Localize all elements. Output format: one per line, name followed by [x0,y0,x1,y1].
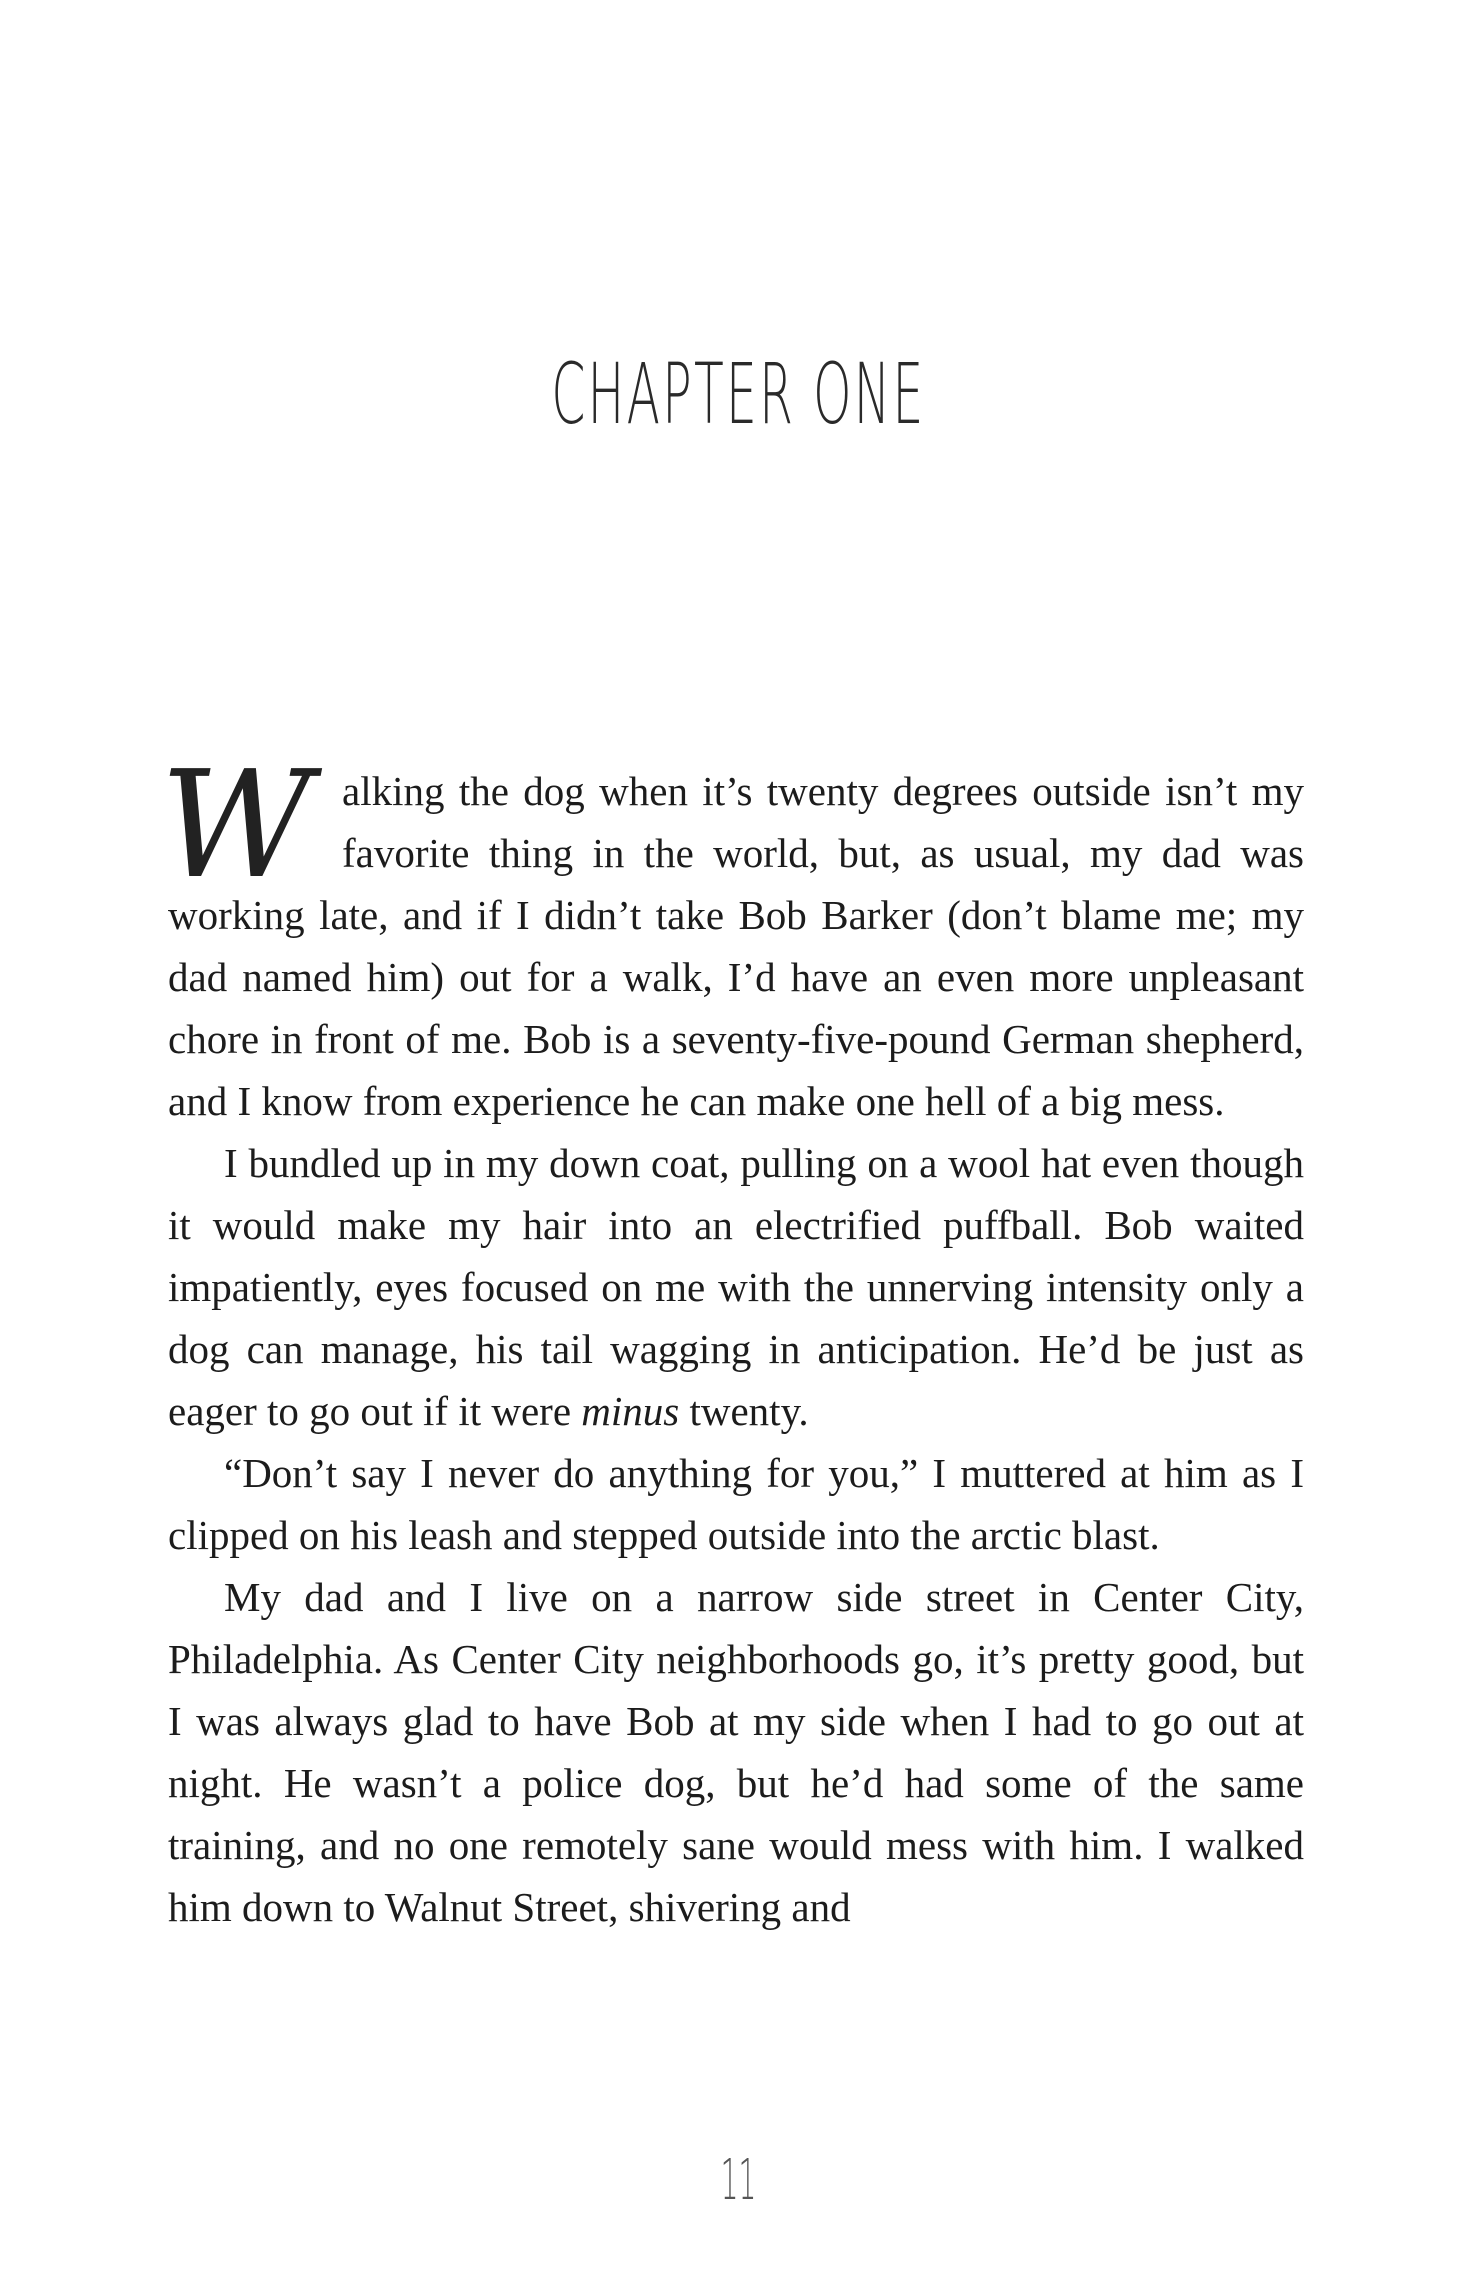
paragraph-1 [160,739,1304,1132]
paragraph-2 [168,1132,1304,1442]
paragraph-1-text: alking the dog when it’s twenty degrees outside isn’t my favorite thing in the world, but, as usual, my dad was working late, and if I didn’t take Bob Barker (don’t blame me; my dad named him) out for a walk, I’d have an even more unpleasant chore in front of me. Bob is a seventy-five-pound German shepherd, and I know from experience he can make one hell of a big mess. [168,768,1304,1124]
emphasis-minus: minus [581,1388,680,1434]
chapter-title: CHAPTER ONE [551,345,926,443]
paragraph-3-text: “Don’t say I never do anything for you,” I muttered at him as I clipped on his leash and stepped outside into the arctic blast. [168,1450,1304,1558]
paragraph-3 [168,1442,1304,1566]
chapter-body [160,739,1304,1938]
paragraph-2-text: I bundled up in my down coat, pulling on a wool hat even though it would make my hair into an electrified puffball. Bob waited impatiently, eyes focused on me with the unnerving intensity only a dog can manage, his tail wagging in anticipation. He’d be just as eager to go out if it were [168,1140,1304,1434]
page-number: 11 [720,2148,757,2213]
paragraph-2-end: twenty. [689,1388,809,1434]
drop-cap: W [160,739,313,911]
paragraph-4 [168,1566,1304,1938]
paragraph-4-text: My dad and I live on a narrow side street in Center City, Philadelphia. As Center City neighborhoods go, it’s pretty good, but I was always glad to have Bob at my side when I had to go out at night. He wasn’t a police dog, but he’d had some of the same training, and no one remotely sane would mess with him. I walked him down to Walnut Street, shivering and [168,1574,1304,1930]
